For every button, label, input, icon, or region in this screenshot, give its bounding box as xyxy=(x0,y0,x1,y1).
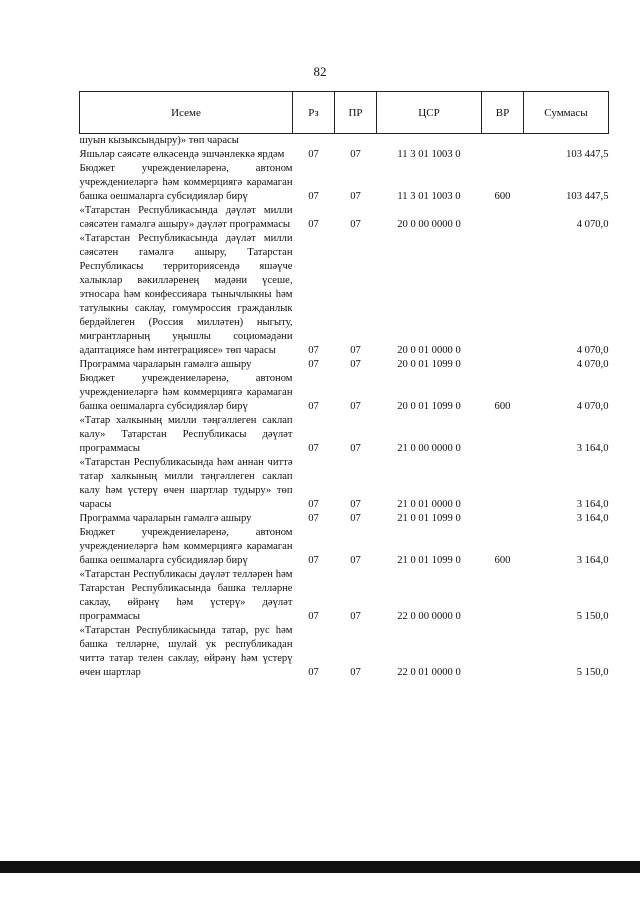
cell-sum: 3 164,0 xyxy=(576,555,609,566)
cell-rz: 07 xyxy=(308,611,319,622)
cell-vr xyxy=(482,358,524,372)
table-row xyxy=(80,526,609,568)
cell-sum: 5 150,0 xyxy=(576,611,609,622)
cell-csr: 21 0 01 0000 0 xyxy=(397,499,461,510)
cell-name: «Татар халкының милли тәңгәллеген саклап калу» Татарстан Республикасы дәүләт программасы xyxy=(79,415,293,454)
cell-csr: 20 0 01 1099 0 xyxy=(397,359,461,370)
cell-sum: 3 164,0 xyxy=(576,513,609,524)
header-pr: ПР xyxy=(335,92,377,134)
page-number: 82 xyxy=(313,64,327,79)
cell-name: Бюджет учреждениеләренә, автоном учреждениеләргә һәм коммерциягә карамаган башка оешмаларга субсидияләр бирү xyxy=(79,527,293,566)
scan-edge-bar xyxy=(0,861,640,873)
table-row xyxy=(80,134,609,149)
cell-vr xyxy=(482,148,524,162)
cell-pr: 07 xyxy=(350,443,361,454)
cell-pr: 07 xyxy=(350,345,361,356)
cell-rz: 07 xyxy=(308,359,319,370)
cell-name: «Татарстан Республикасында дәүләт милли сәясәтен гамәлгә ашыру» дәүләт программасы xyxy=(79,205,293,230)
cell-vr xyxy=(482,512,524,526)
cell-sum xyxy=(524,134,609,149)
cell-pr: 07 xyxy=(350,219,361,230)
table-row xyxy=(80,372,609,414)
header-sum: Суммасы xyxy=(524,92,609,134)
cell-sum: 3 164,0 xyxy=(576,443,609,454)
table-row xyxy=(80,148,609,162)
cell-vr xyxy=(482,232,524,358)
cell-sum: 4 070,0 xyxy=(576,219,609,230)
cell-name: Программа чараларын гамәлгә ашыру xyxy=(79,359,252,370)
cell-csr: 22 0 00 0000 0 xyxy=(397,611,461,622)
cell-rz: 07 xyxy=(308,191,319,202)
cell-rz: 07 xyxy=(308,443,319,454)
cell-pr: 07 xyxy=(350,667,361,678)
header-rz: Рз xyxy=(293,92,335,134)
cell-rz: 07 xyxy=(308,513,319,524)
cell-sum: 3 164,0 xyxy=(576,499,609,510)
cell-pr: 07 xyxy=(350,401,361,412)
cell-csr: 21 0 01 1099 0 xyxy=(397,513,461,524)
cell-name: Программа чараларын гамәлгә ашыру xyxy=(79,513,252,524)
cell-csr: 20 0 01 1099 0 xyxy=(397,401,461,412)
table-row xyxy=(80,358,609,372)
cell-rz xyxy=(293,134,335,149)
table-row xyxy=(80,568,609,624)
cell-name: Бюджет учреждениеләренә, автоном учреждениеләргә һәм коммерциягә карамаган башка оешмаларга субсидияләр бирү xyxy=(79,373,293,412)
cell-rz: 07 xyxy=(308,345,319,356)
cell-sum: 4 070,0 xyxy=(576,401,609,412)
cell-rz: 07 xyxy=(308,667,319,678)
cell-vr: 600 xyxy=(494,555,511,566)
header-vr: ВР xyxy=(482,92,524,134)
cell-rz: 07 xyxy=(308,499,319,510)
cell-vr xyxy=(482,204,524,232)
cell-sum: 103 447,5 xyxy=(566,191,609,202)
cell-csr: 21 0 01 1099 0 xyxy=(397,555,461,566)
cell-name: «Татарстан Республикасында дәүләт милли сәясәтен гамәлгә ашыру, Татарстан Республикасы территориясендә яшәүче халыклар вәкилләренең мәдәни үсеше, этносара һәм конфессияара тынычлыкны һәм татулыкны саклау, гомумроссия гражданлык бердәйлеген (Россия милләтен) ныгыту, мигрантларның уңышлы социомәдәни адаптациясе һәм интеграциясе» төп чарасы xyxy=(79,233,293,356)
header-name: Исеме xyxy=(80,92,293,134)
cell-pr: 07 xyxy=(350,611,361,622)
cell-pr: 07 xyxy=(350,359,361,370)
cell-pr: 07 xyxy=(350,513,361,524)
cell-pr: 07 xyxy=(350,499,361,510)
cell-csr xyxy=(377,134,482,149)
cell-name: «Татарстан Республикасында һәм аннан читтә татар халкының милли тәңгәллеген саклап калу һәм үстерү өчен шартлар тудыру» төп чарасы xyxy=(79,457,293,510)
cell-vr: 600 xyxy=(494,191,511,202)
cell-rz: 07 xyxy=(308,149,319,160)
table-row xyxy=(80,162,609,204)
cell-pr: 07 xyxy=(350,149,361,160)
cell-csr: 20 0 00 0000 0 xyxy=(397,219,461,230)
cell-sum: 4 070,0 xyxy=(576,345,609,356)
cell-vr xyxy=(482,134,524,149)
cell-sum: 5 150,0 xyxy=(576,667,609,678)
cell-pr: 07 xyxy=(350,555,361,566)
table-row xyxy=(80,204,609,232)
table-row xyxy=(80,456,609,512)
cell-pr xyxy=(335,134,377,149)
header-csr: ЦСР xyxy=(377,92,482,134)
cell-rz: 07 xyxy=(308,219,319,230)
cell-csr: 21 0 00 0000 0 xyxy=(397,443,461,454)
cell-vr xyxy=(482,456,524,512)
table-row xyxy=(80,512,609,526)
cell-vr xyxy=(482,568,524,624)
cell-sum: 103 447,5 xyxy=(566,149,609,160)
cell-name: «Татарстан Республикасында татар, рус һәм башка телләрне, шулай ук республикадан читтә татар телен саклау, өйрәнү һәм үстерү өчен шартлар xyxy=(79,625,293,678)
cell-name: Яшьләр сәясәте өлкәсендә эшчәнлеккә ярдәм xyxy=(79,149,285,160)
cell-rz: 07 xyxy=(308,555,319,566)
cell-sum: 4 070,0 xyxy=(576,359,609,370)
cell-csr: 20 0 01 0000 0 xyxy=(397,345,461,356)
cell-csr: 11 3 01 1003 0 xyxy=(397,191,461,202)
cell-name: шуын кызыксындыру)» төп чарасы xyxy=(79,135,239,146)
table-row xyxy=(80,624,609,680)
cell-vr xyxy=(482,414,524,456)
table-row xyxy=(80,414,609,456)
table-row xyxy=(80,232,609,358)
cell-name: Бюджет учреждениеләренә, автоном учреждениеләргә һәм коммерциягә карамаган башка оешмаларга субсидияләр бирү xyxy=(79,163,293,202)
cell-vr: 600 xyxy=(494,401,511,412)
cell-name: «Татарстан Республикасы дәүләт телләрен һәм Татарстан Республикасында башка телләрне саклау, өйрәнү һәм үстерү» дәүләт программасы xyxy=(79,569,293,622)
cell-csr: 11 3 01 1003 0 xyxy=(397,149,461,160)
cell-pr: 07 xyxy=(350,191,361,202)
cell-csr: 22 0 01 0000 0 xyxy=(397,667,461,678)
cell-rz: 07 xyxy=(308,401,319,412)
cell-vr xyxy=(482,624,524,680)
budget-table xyxy=(79,91,609,680)
table-header-row xyxy=(80,92,609,134)
